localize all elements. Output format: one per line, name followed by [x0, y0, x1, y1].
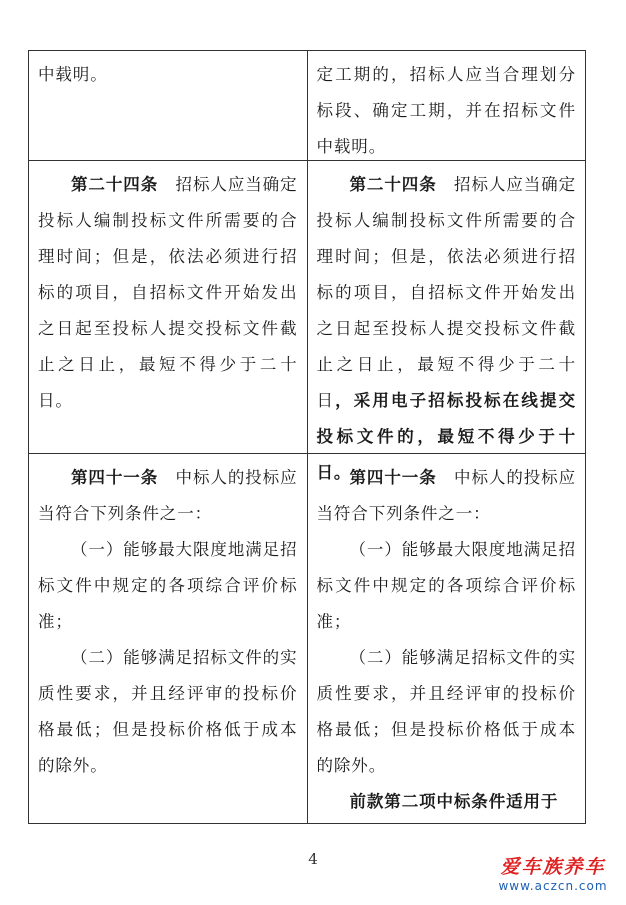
cell-right-3: [308, 454, 587, 824]
watermark-logo: [494, 855, 612, 893]
paragraph-text: （一）能够最大限度地满足招标文件中规定的各项综合评价标准；: [38, 540, 298, 631]
paragraph-text: 定工期的，招标人应当合理划分标段、确定工期，并在招标文件中载明。: [316, 65, 576, 156]
paragraph: [317, 784, 577, 820]
paragraph-text: 中标人的投标应当符合下列条件之一：: [38, 468, 298, 523]
paragraph-text: 中标人的投标应当符合下列条件之一：: [316, 468, 576, 523]
comparison-table: [28, 50, 586, 824]
paragraph: [317, 640, 577, 784]
table-row-1: [29, 51, 586, 161]
paragraph-text: 前款第二项中标条件适用于: [349, 792, 559, 811]
paragraph: [317, 57, 577, 165]
watermark-url: www.aczcn.com: [498, 879, 608, 893]
amended-text: ，采用电子招标投标在线提交投标文件的，最短不得少于十日。: [316, 391, 576, 482]
paragraph-text: （一）能够最大限度地满足招标文件中规定的各项综合评价标准；: [316, 540, 576, 631]
paragraph: [38, 167, 298, 419]
cell-right-1: [308, 51, 587, 161]
paragraph: [38, 532, 298, 640]
paragraph-text: 中载明。: [38, 65, 108, 84]
paragraph: [317, 460, 577, 532]
paragraph: [317, 532, 577, 640]
paragraph: [38, 640, 298, 784]
cell-left-3: [29, 454, 308, 824]
paragraph: [38, 460, 298, 532]
paragraph-text: （二）能够满足招标文件的实质性要求，并且经评审的投标价格最低；但是投标价格低于成本的除外。: [316, 648, 576, 775]
article-heading: 第四十一条: [349, 468, 437, 487]
paragraph-text: 招标人应当确定投标人编制投标文件所需要的合理时间；但是，依法必须进行招标的项目，自招标文件开始发出之日起至投标人提交投标文件截止之日止，最短不得少于二十日。: [38, 175, 298, 410]
watermark-text: 爱车族养车: [500, 856, 606, 878]
paragraph-text: （二）能够满足招标文件的实质性要求，并且经评审的投标价格最低；但是投标价格低于成本的除外。: [38, 648, 298, 775]
page-number: 4: [308, 850, 318, 868]
paragraph: [317, 167, 577, 491]
paragraph: [38, 57, 298, 93]
cell-left-2: [29, 161, 308, 454]
cell-left-1: [29, 51, 308, 161]
article-heading: 第四十一条: [71, 468, 159, 487]
article-heading: 第二十四条: [349, 175, 437, 194]
article-heading: 第二十四条: [71, 175, 159, 194]
paragraph-text: 招标人应当确定投标人编制投标文件所需要的合理时间；但是，依法必须进行招标的项目，自招标文件开始发出之日起至投标人提交投标文件截止之日止，最短不得少于二十日: [316, 175, 576, 410]
table-row-3: [29, 454, 586, 824]
